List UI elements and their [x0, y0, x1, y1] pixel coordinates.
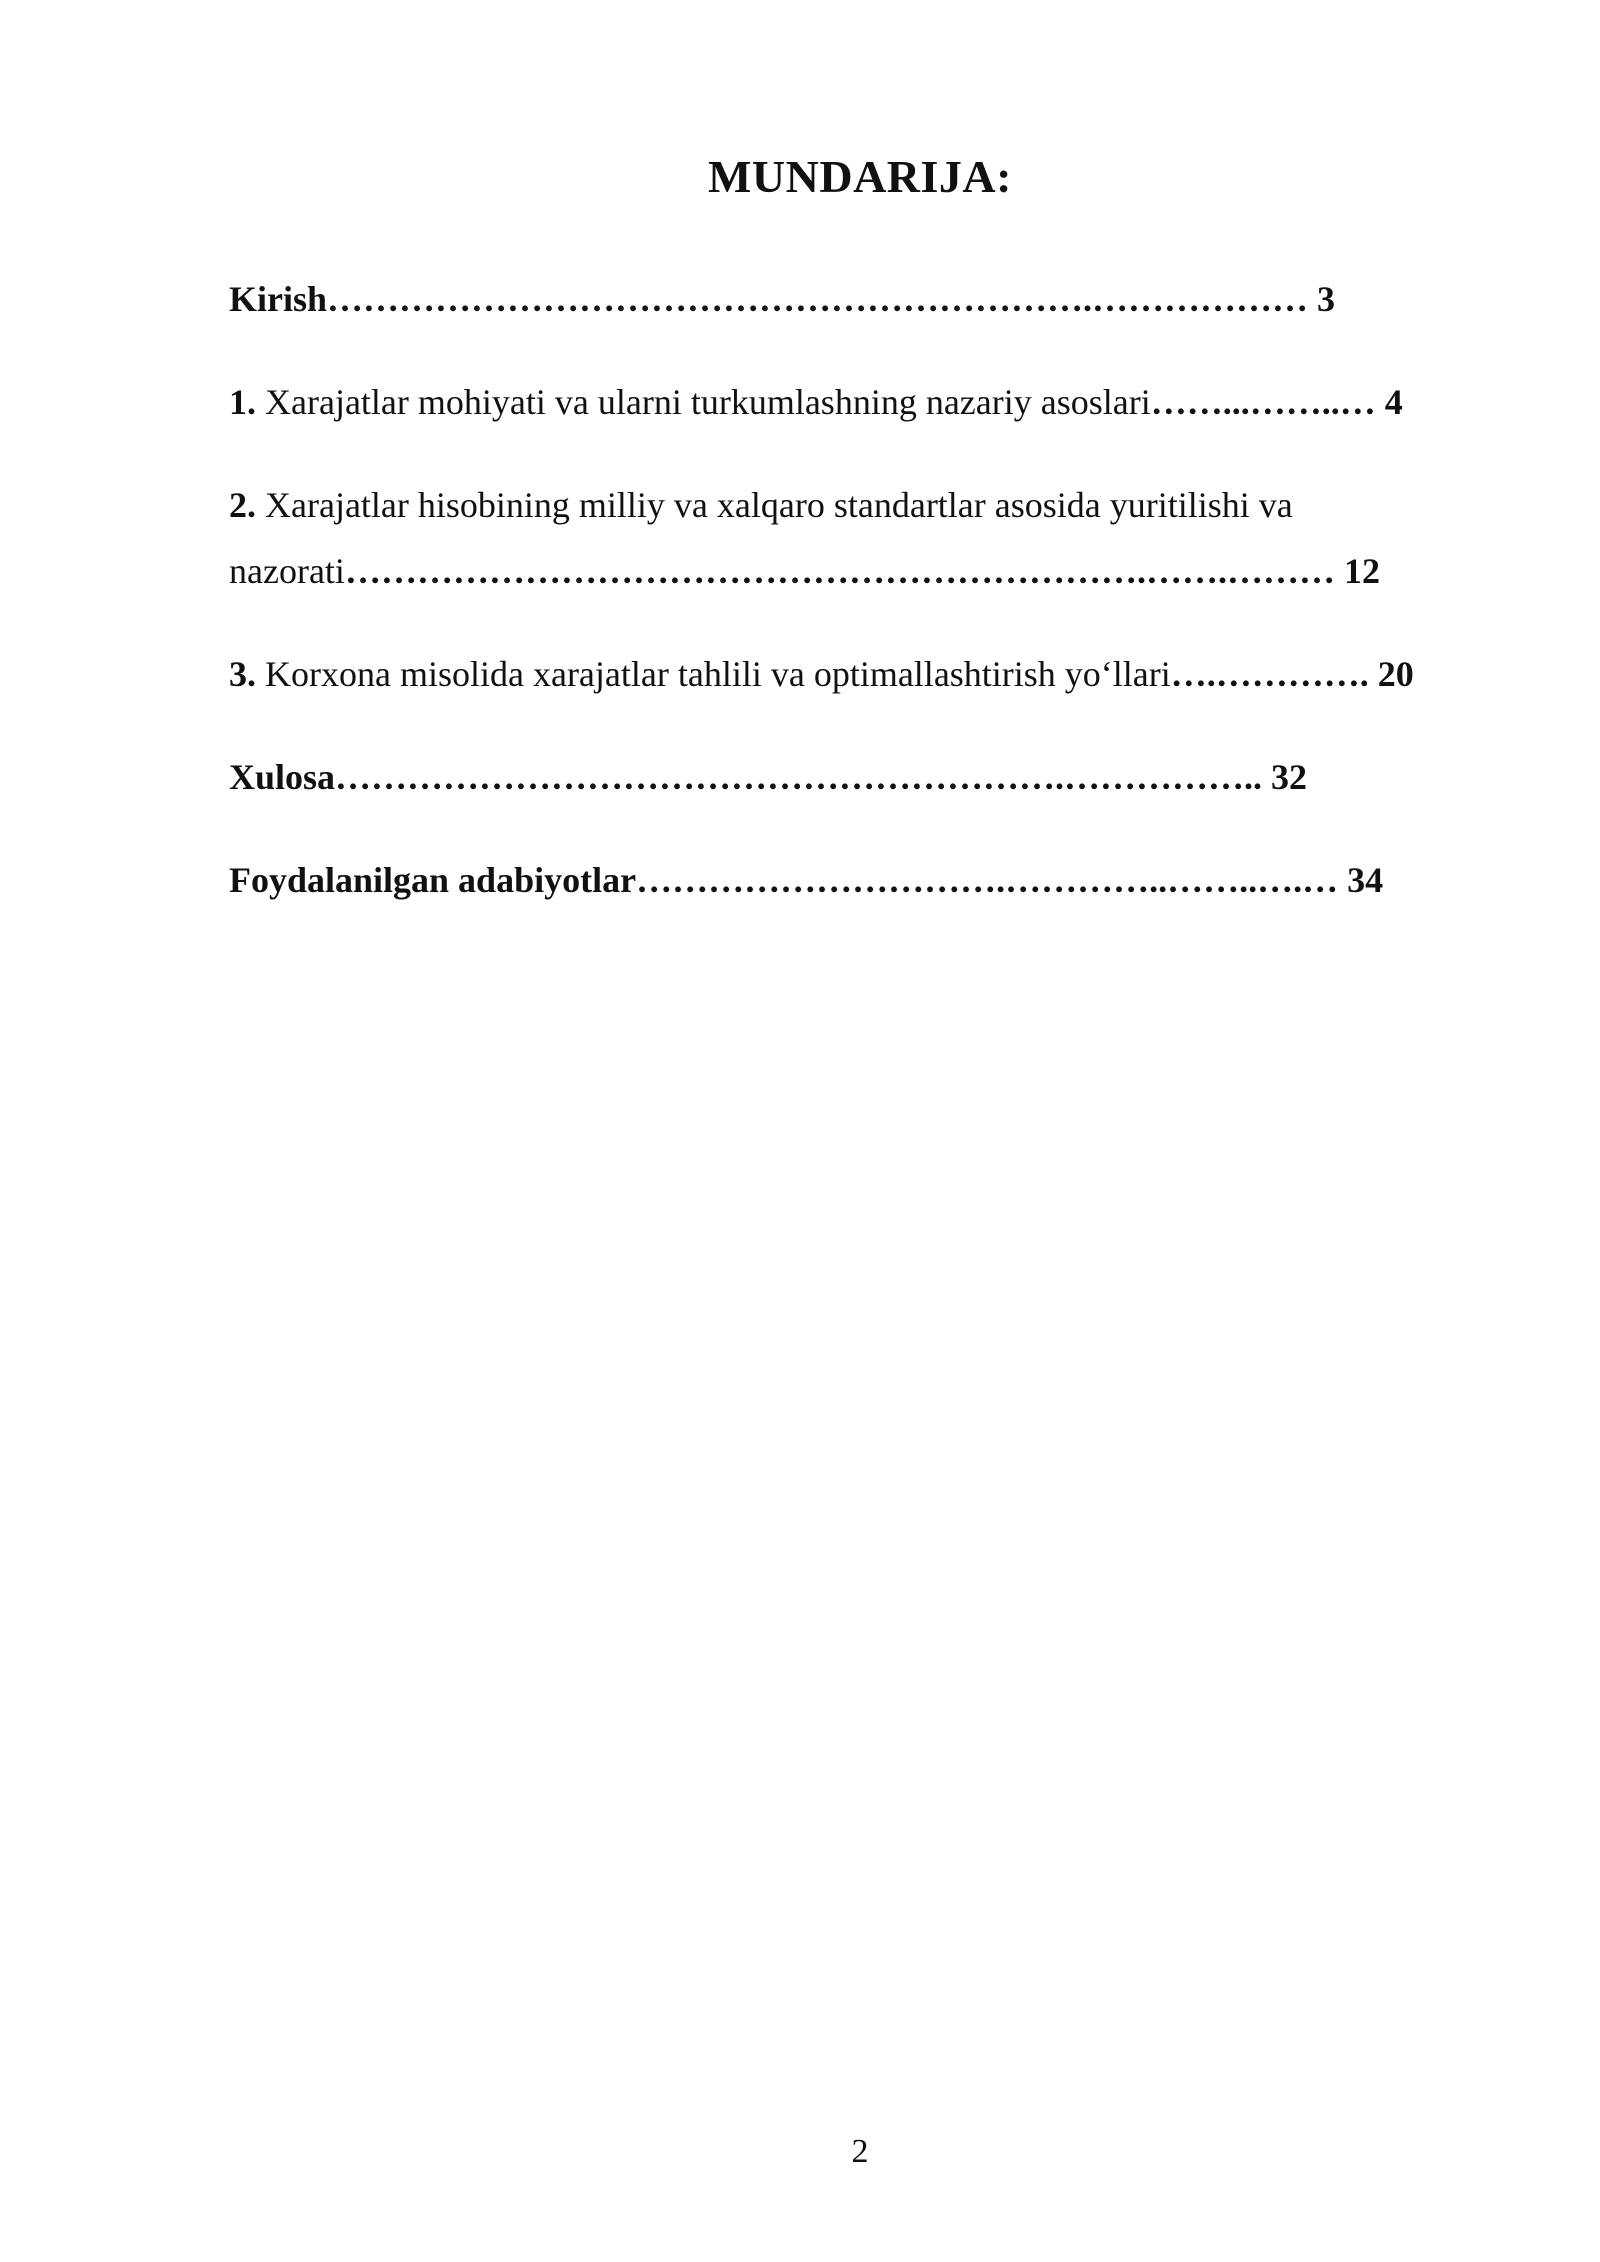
toc-leader-dots: ………………………….…………..……..….…: [636, 860, 1339, 900]
toc-chapter-number: 3.: [229, 654, 256, 694]
toc-chapter-number: 1.: [229, 382, 256, 422]
toc-entry-chapter-1[interactable]: [229, 384, 1403, 420]
toc-entry-chapter-2[interactable]: [229, 487, 1293, 523]
toc-entry-chapter-2-continuation[interactable]: [229, 553, 1380, 589]
toc-page-number: 3: [1308, 279, 1336, 319]
toc-entry-text: Korxona misolida xarajatlar tahlili va optimallashtirish yo‘llari: [256, 654, 1171, 694]
toc-leader-dots: ……………………………………………………….………………: [327, 279, 1309, 319]
toc-entry-xulosa[interactable]: [229, 759, 1307, 795]
page-number: 2: [851, 2133, 869, 2170]
toc-chapter-number: 2.: [229, 485, 256, 525]
toc-entry-label: Xulosa: [229, 757, 336, 797]
toc-page-number: 32: [1262, 757, 1308, 797]
toc-entry-text: Xarajatlar hisobining milliy va xalqaro standartlar asosida yuritilishi va: [256, 485, 1293, 525]
toc-title: MUNDARIJA:: [708, 151, 1012, 202]
toc-entry-label: Foydalanilgan adabiyotlar: [229, 860, 637, 900]
toc-page-number: 12: [1334, 551, 1380, 591]
toc-entry-text: Xarajatlar mohiyati va ularni turkumlashning nazariy asoslari: [256, 382, 1151, 422]
toc-leader-dots: ……...……..…: [1150, 382, 1376, 422]
toc-leader-dots: …………………………………………………….……………..: [335, 757, 1263, 797]
toc-leader-dots: ….………….: [1170, 654, 1369, 694]
toc-page-number: 34: [1338, 860, 1384, 900]
toc-page-number: 20: [1368, 654, 1414, 694]
toc-page-number: 4: [1375, 382, 1403, 422]
toc-entry-kirish[interactable]: [229, 281, 1335, 317]
toc-leader-dots: ………………………………………………………….…….………: [344, 551, 1335, 591]
toc-entry-adabiyotlar[interactable]: [229, 862, 1383, 898]
toc-entry-chapter-3[interactable]: [229, 656, 1414, 692]
toc-entry-text: nazorati: [229, 551, 345, 591]
toc-entry-label: Kirish: [229, 279, 328, 319]
